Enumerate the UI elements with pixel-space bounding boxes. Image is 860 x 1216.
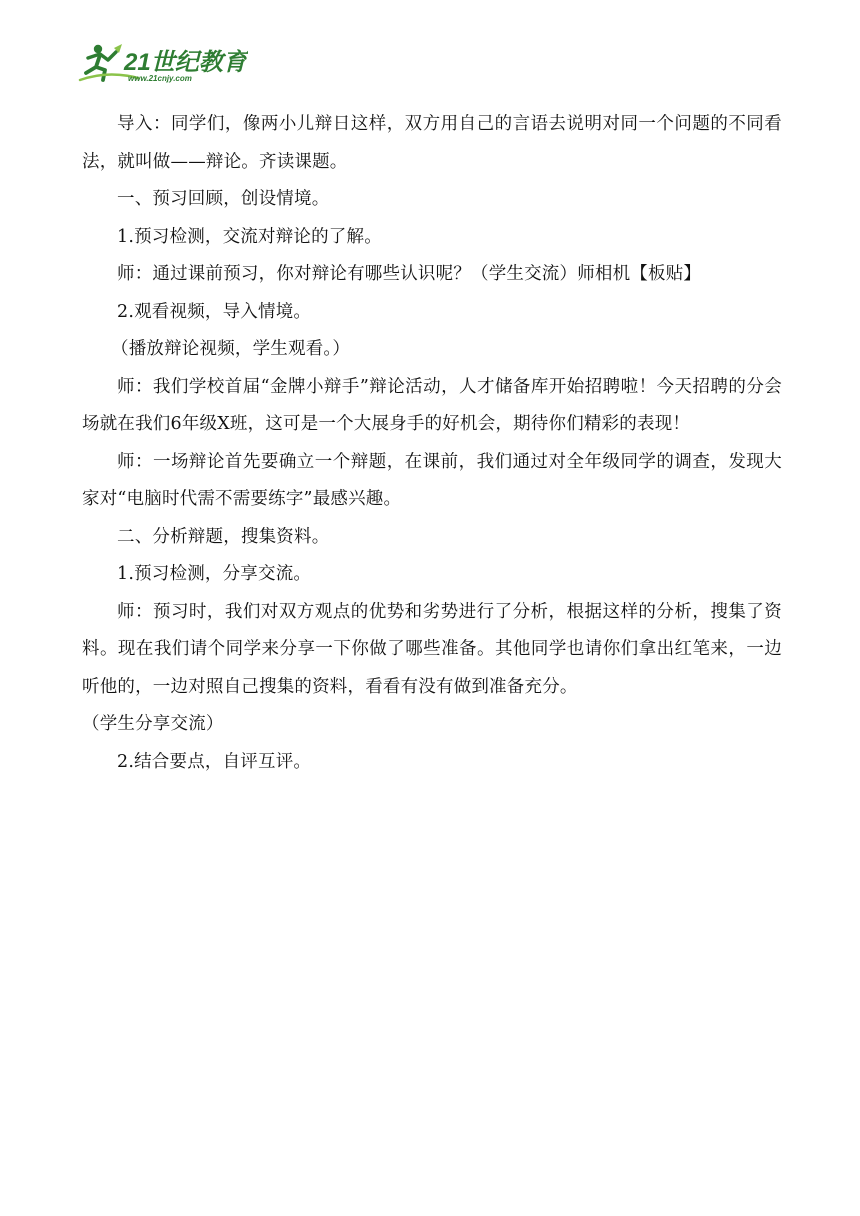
paragraph-video-note: （播放辩论视频，学生观看。） (111, 339, 351, 359)
section-heading-2: 二、分析辩题，搜集资料。 (117, 526, 330, 547)
paragraph-student-share: （学生分享交流） (82, 714, 224, 734)
step-1-1: 1.预习检测，交流对辩论的了解。 (117, 226, 382, 247)
logo-text: 21世纪教育 (124, 49, 247, 76)
section-heading-1: 一、预习回顾，创设情境。 (117, 189, 330, 209)
runner-logo-icon (78, 40, 248, 84)
paragraph-intro: 导入：同学们，像两小儿辩日这样，双方用自己的言语去说明对同一个问题的不同看法，就叫做——辩论。齐读课题。 (82, 114, 782, 172)
step-2-2: 2.结合要点，自评互评。 (117, 751, 312, 772)
document-body (82, 106, 782, 781)
paragraph-teacher-1: 师：通过课前预习，你对辩论有哪些认识呢？（学生交流）师相机【板贴】 (117, 264, 702, 284)
logo-url-text: www.21cnjy.com (128, 74, 192, 83)
paragraph-teacher-2: 师：我们学校首届“金牌小辩手”辩论活动，人才储备库开始招聘啦！今天招聘的分会场就在我们6年级X班，这可是一个大展身手的好机会，期待你们精彩的表现！ (82, 376, 782, 434)
step-2-1: 1.预习检测，分享交流。 (117, 564, 312, 584)
paragraph-teacher-3: 师：一场辩论首先要确立一个辩题，在课前，我们通过对全年级同学的调查，发现大家对“电脑时代需不需要练字”最感兴趣。 (82, 451, 782, 509)
paragraph-teacher-4: 师：预习时，我们对双方观点的优势和劣势进行了分析，根据这样的分析，搜集了资料。现在我们请个同学来分享一下你做了哪些准备。其他同学也请你们拿出红笔来，一边听他的，一边对照自己搜集的资料，看看有没有做到准备充分。 (82, 601, 782, 697)
site-logo (78, 40, 248, 84)
step-1-2: 2.观看视频，导入情境。 (117, 301, 312, 322)
